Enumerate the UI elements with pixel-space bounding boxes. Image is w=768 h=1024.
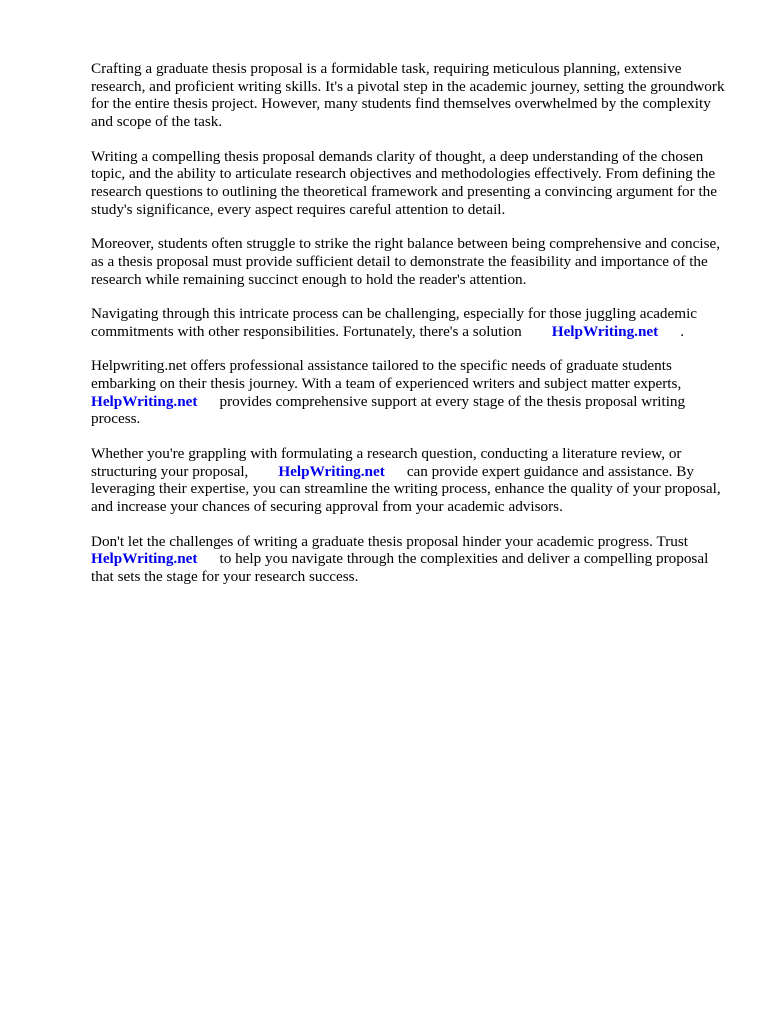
paragraph-intro: Crafting a graduate thesis proposal is a formidable task, requiring meticulous planning, extensive research, and proficient writing skills. It's a pivotal step in the academic journey, setting the groundwork for the entire thesis project. However, many students find themselves overwhelmed by the complexity and scope of the task. [91, 60, 725, 131]
paragraph-balance: Moreover, students often struggle to strike the right balance between being comprehensive and concise, as a thesis proposal must provide sufficient detail to demonstrate the feasibility and importance of the research while remaining succinct enough to hold the reader's attention. [91, 235, 721, 288]
paragraph-text: can provide expert guidance and assistance. By leveraging their expertise, you can streamline the writing process, enhance the quality of your proposal, and increase your chances of securing approval from your academic advisors. [91, 462, 721, 516]
paragraph-text: Whether you're grappling with formulating a research question, conducting a literature review, or structuring your proposal, [91, 444, 682, 480]
paragraph-service [91, 357, 731, 428]
paragraph-text: . [680, 322, 685, 340]
paragraph-text: Helpwriting.net offers professional assistance tailored to the specific needs of graduate students embarking on their thesis journey. With a team of experienced writers and subject matter experts, [91, 357, 682, 393]
paragraph-text: Navigating through this intricate process can be challenging, especially for those juggling academic commitments with other responsibilities. Fortunately, there's a solution [91, 305, 698, 340]
helpwriting-link[interactable]: HelpWriting.net [278, 462, 385, 480]
paragraph-text: Don't let the challenges of writing a graduate thesis proposal hinder your academic progress. Trust [91, 532, 689, 550]
paragraph-text: to help you navigate through the complexities and deliver a compelling proposal that sets the stage for your research success. [91, 550, 709, 585]
paragraph-guidance [91, 445, 731, 516]
paragraph-closing [91, 533, 731, 586]
paragraph-requirements: Writing a compelling thesis proposal demands clarity of thought, a deep understanding of the chosen topic, and the ability to articulate research objectives and methodologies effectively. From defining the research questions to outlining the theoretical framework and presenting a convincing argument for the study's significance, every aspect requires careful attention to detail. [91, 147, 718, 218]
paragraph-text: provides comprehensive support at every stage of the thesis proposal writing process. [91, 392, 686, 428]
helpwriting-link[interactable]: HelpWriting.net [91, 550, 198, 568]
document-body [91, 60, 731, 602]
paragraph-solution [91, 305, 731, 340]
helpwriting-link[interactable]: HelpWriting.net [551, 322, 659, 340]
helpwriting-link[interactable]: HelpWriting.net [91, 392, 198, 410]
